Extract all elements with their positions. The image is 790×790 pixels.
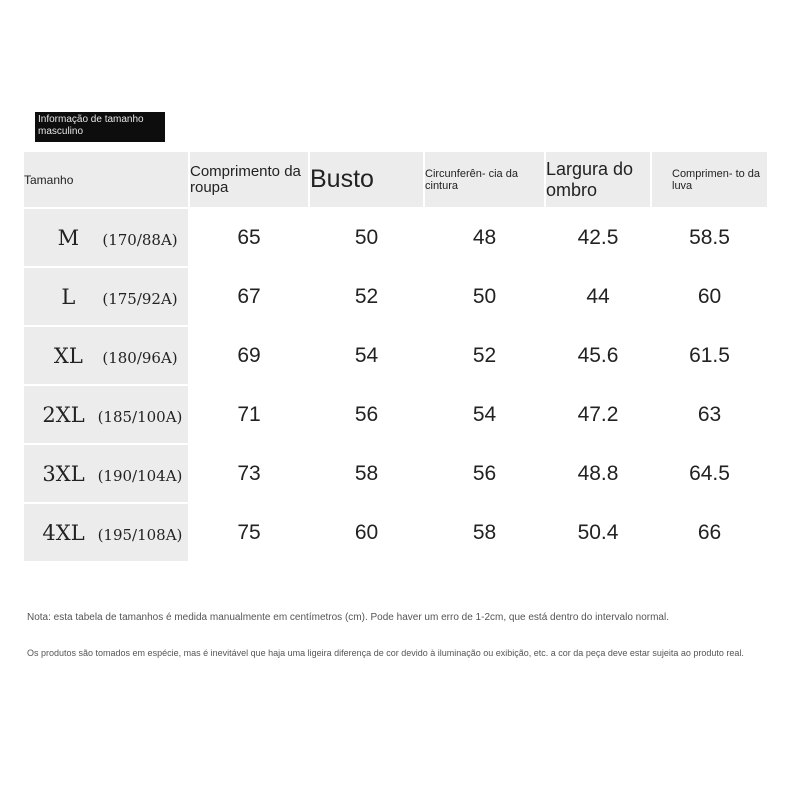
bust-value: 58 (310, 445, 423, 502)
sleeve-value: 58.5 (652, 209, 767, 266)
size-label: XL (53, 343, 83, 368)
table-row (24, 268, 767, 325)
bust-value: 52 (310, 268, 423, 325)
bust-value: 60 (310, 504, 423, 561)
sleeve-value: 64.5 (652, 445, 767, 502)
length-value: 67 (190, 268, 308, 325)
header-waist: Circunferên- cia da cintura (425, 152, 544, 207)
length-value: 75 (190, 504, 308, 561)
size-cell (24, 445, 188, 502)
header-bust: Busto (310, 152, 423, 207)
size-code: (185/100A) (97, 407, 183, 426)
shoulder-value: 42.5 (546, 209, 650, 266)
header-sleeve: Comprimen- to da luva (652, 152, 767, 207)
size-cell (24, 209, 188, 266)
size-code: (180/96A) (102, 348, 178, 367)
waist-value: 50 (425, 268, 544, 325)
size-label: M (57, 225, 80, 250)
length-value: 65 (190, 209, 308, 266)
size-code: (175/92A) (102, 289, 178, 308)
bust-value: 56 (310, 386, 423, 443)
size-cell (24, 327, 188, 384)
sleeve-value: 66 (652, 504, 767, 561)
table-row (24, 327, 767, 384)
shoulder-value: 50.4 (546, 504, 650, 561)
size-cell (24, 268, 188, 325)
table-row (24, 445, 767, 502)
table-row (24, 209, 767, 266)
waist-value: 48 (425, 209, 544, 266)
shoulder-value: 47.2 (546, 386, 650, 443)
header-shoulder: Largura do ombro (546, 152, 650, 207)
size-chart-title: Informação de tamanho masculino (35, 112, 165, 142)
table-row (24, 386, 767, 443)
size-cell (24, 504, 188, 561)
sleeve-value: 63 (652, 386, 767, 443)
bust-value: 54 (310, 327, 423, 384)
size-code: (170/88A) (102, 230, 178, 249)
length-value: 71 (190, 386, 308, 443)
measurement-note: Nota: esta tabela de tamanhos é medida manualmente em centímetros (cm). Pode haver um erro de 1-2cm, que está dentro do intervalo normal. (27, 612, 669, 623)
sleeve-value: 61.5 (652, 327, 767, 384)
size-label: 3XL (42, 461, 85, 486)
shoulder-value: 45.6 (546, 327, 650, 384)
size-table (22, 150, 769, 563)
size-code: (190/104A) (97, 466, 183, 485)
size-cell (24, 386, 188, 443)
bust-value: 50 (310, 209, 423, 266)
header-size: Tamanho (24, 152, 188, 207)
color-note: Os produtos são tomados em espécie, mas é inevitável que haja uma ligeira diferença de cor devido à iluminação ou exibição, etc. a cor da peça deve estar sujeita ao produto real. (27, 648, 744, 658)
length-value: 73 (190, 445, 308, 502)
waist-value: 52 (425, 327, 544, 384)
table-header-row (24, 152, 767, 207)
size-code: (195/108A) (97, 525, 183, 544)
length-value: 69 (190, 327, 308, 384)
sleeve-value: 60 (652, 268, 767, 325)
size-label: 4XL (42, 520, 85, 545)
waist-value: 58 (425, 504, 544, 561)
size-label: L (61, 284, 76, 309)
header-length: Comprimento da roupa (190, 152, 308, 207)
shoulder-value: 48.8 (546, 445, 650, 502)
table-row (24, 504, 767, 561)
size-label: 2XL (42, 402, 85, 427)
waist-value: 54 (425, 386, 544, 443)
shoulder-value: 44 (546, 268, 650, 325)
waist-value: 56 (425, 445, 544, 502)
